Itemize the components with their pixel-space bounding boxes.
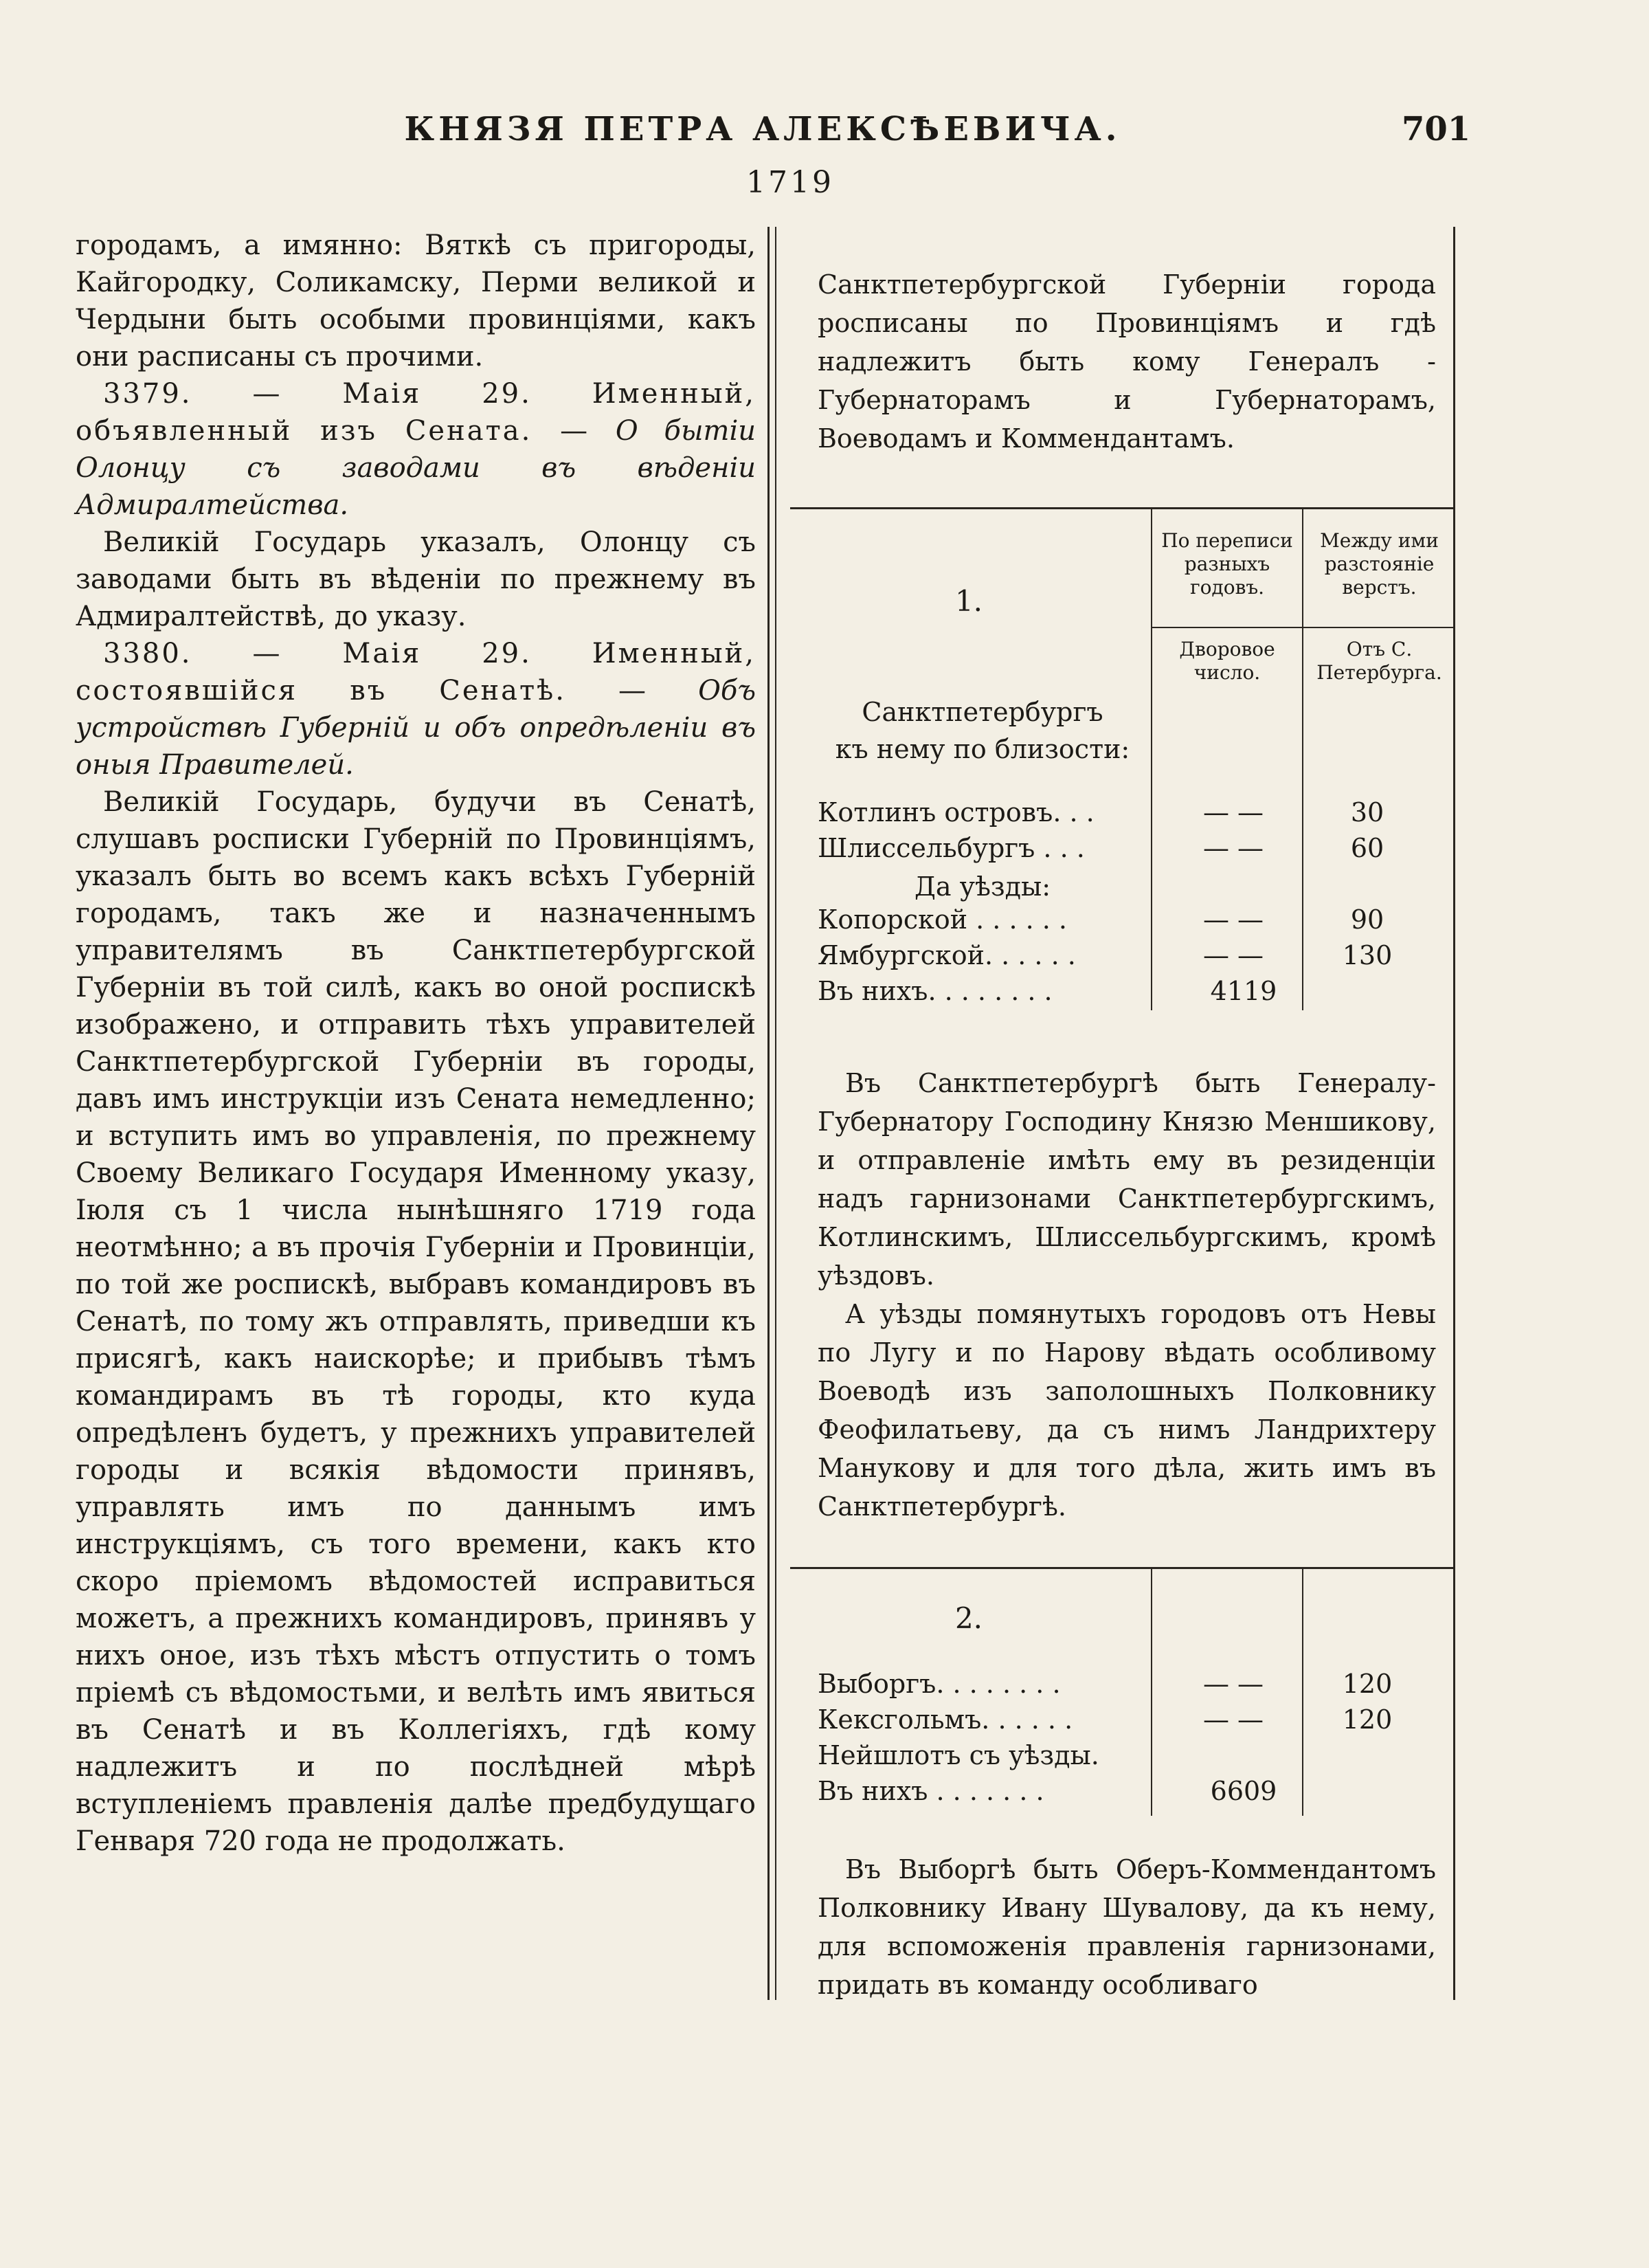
total-value: 6609 — [1210, 1776, 1277, 1806]
census-value: — — — [1202, 1669, 1264, 1699]
table-1-head-rule — [1152, 627, 1453, 628]
frame-right-border — [1453, 227, 1455, 2000]
place-name: Копорской . . . . . . — [818, 904, 1068, 935]
governor-text: Въ Санктпетербургѣ быть Генералу-Губернатору Господину Князю Меншикову, и отправленіе имѣть ему въ резиденціи надъ гарнизонами Санктпетербургскимъ, Котлинскимъ, Шлиссельбургскимъ, кромѣ уѣздовъ. — [818, 1068, 1436, 1291]
col-sub-from-spb: Отъ С. Петербурга. — [1316, 638, 1442, 684]
column-divider-inner — [775, 227, 776, 2000]
total-label: Въ нихъ . . . . . . . — [818, 1776, 1044, 1806]
census-value: — — — [1202, 940, 1264, 970]
column-divider — [767, 227, 770, 2000]
entry-3379-body: Великій Государь указалъ, Олонцу съ заводами быть въ вѣденіи по прежнему въ Адмиралтействѣ, до указу. — [76, 526, 756, 632]
table-2-top-rule — [790, 1567, 1453, 1569]
col-sub-households: Дворовое число. — [1179, 638, 1275, 684]
place-name: Кексгольмъ. . . . . . — [818, 1704, 1073, 1735]
distance-value: 120 — [1342, 1669, 1393, 1699]
table-1-heading: Санктпетербургъ — [862, 697, 1103, 727]
vyborg-text: Въ Выборгѣ быть Оберъ-Коммендантомъ Полковнику Ивану Шувалову, да къ нему, для вспоможенія правленія гарнизонами, придать въ команду особливаго — [818, 1854, 1436, 2000]
col-head-census: По переписи разныхъ годовъ. — [1161, 529, 1293, 599]
voevoda-text: А уѣзды помянутыхъ городовъ отъ Невы по Лугу и по Нарову вѣдать особливому Воеводѣ изъ заполошныхъ Полковнику Феофилатьеву, да съ нимъ Ландрихтеру Манукову и для того дѣла, жить имъ въ Санктпетербургѣ. — [818, 1299, 1436, 1522]
entry-3379-title: О бытіи Олонцу съ заводами въ вѣденіи Адмиралтейства. — [76, 415, 756, 521]
census-value: — — — [1202, 833, 1264, 863]
total-value: 4119 — [1210, 976, 1277, 1006]
table-1-subheading: къ нему по близости: — [835, 734, 1130, 764]
place-name: Ямбургской. . . . . . — [818, 940, 1076, 970]
census-value: — — — [1202, 797, 1264, 827]
table-row — [818, 904, 1436, 940]
table-row — [818, 833, 1436, 869]
running-head: КНЯЗЯ ПЕТРА АЛЕКСѢЕВИЧА. — [404, 110, 1121, 148]
distance-value: 90 — [1350, 904, 1384, 935]
entry-3380-title: Объ устройствѣ Губерній и объ опредѣленіи въ оныя Правителей. — [76, 675, 756, 781]
table-row — [818, 1669, 1436, 1704]
entry-3380-body: Великій Государь, будучи въ Сенатѣ, слушавъ росписки Губерній по Провинціямъ, указалъ быть во всемъ какъ всѣхъ Губерній городамъ, такъ же и назначеннымъ управителямъ въ Санктпетербургской Губерніи въ той силѣ, какъ во оной роспискѣ изображено, и отправить тѣхъ управителей Санктпетербургской Губерніи въ городы, давъ имъ инструкціи изъ Сената немедленно; и вступить имъ во управленія, по прежнему Своему Великаго Государя Именному указу, Іюля съ 1 числа нынѣшняго 1719 года неотмѣнно; а въ прочія Губерніи и Провинціи, по той же роспискѣ, выбравъ командировъ въ Сенатѣ, по тому жъ отправлять, приведши къ присягѣ, какъ наискорѣе; и прибывъ тѣмъ командирамъ въ тѣ городы, кто куда опредѣленъ будетъ, у прежнихъ управителей городы и всякія вѣдомости принявъ, управлять имъ по даннымъ имъ инструкціямъ, съ того времени, какъ кто скоро пріемомъ вѣдомостей исправиться можетъ, а прежнихъ командировъ, принявъ у нихъ оное, изъ тѣхъ мѣстъ отпустить о томъ пріемѣ съ вѣдомостьми, и велѣть имъ явиться въ Сенатѣ и въ Коллегіяхъ, гдѣ кому надлежитъ и по послѣдней мѣрѣ вступленіемъ правленія далѣе предбудущаго Генваря 720 года не продолжать. — [76, 786, 756, 1857]
census-value: — — — [1202, 1704, 1264, 1735]
distance-value: 120 — [1342, 1704, 1393, 1735]
table-row — [818, 940, 1436, 976]
place-name: Котлинъ островъ. . . — [818, 797, 1095, 827]
table-2-number: 2. — [954, 1601, 983, 1635]
governor-paragraph — [818, 1064, 1436, 1526]
distance-value: 60 — [1350, 833, 1384, 863]
total-label: Въ нихъ. . . . . . . . — [818, 976, 1053, 1006]
left-column — [76, 227, 756, 1860]
entry-3379 — [76, 375, 756, 524]
table-total-row — [818, 1776, 1436, 1812]
page-number: 701 — [1402, 110, 1471, 148]
uezdy-heading: Да уѣзды: — [914, 871, 1051, 902]
census-value: — — — [1202, 904, 1264, 935]
entry-3379-header: 3379. — Маія 29. Именный, объявленный изъ Сената. — — [76, 378, 756, 447]
table-1-number: 1. — [954, 584, 983, 618]
left-paragraph-1: городамъ, а имянно: Вяткѣ съ пригороды, Кайгородку, Соликамску, Перми великой и Чердыни быть особыми провинціями, какъ они расписаны съ прочими. — [76, 230, 756, 373]
place-name: Выборгъ. . . . . . . . — [818, 1669, 1061, 1699]
place-name: Шлиссельбургъ . . . — [818, 833, 1085, 863]
table-row — [818, 1740, 1436, 1776]
vyborg-paragraph — [818, 1850, 1436, 2004]
register-intro: Санктпетербургской Губерніи города росписаны по Провинціямъ и гдѣ надлежитъ быть кому Генералъ - Губернаторамъ и Губернаторамъ, Воеводамъ и Коммендантамъ. — [818, 269, 1436, 454]
table-1-top-rule — [790, 507, 1453, 509]
year-heading: 1719 — [746, 165, 834, 200]
table-row — [818, 797, 1436, 833]
place-name: Нейшлотъ съ уѣзды. — [818, 1740, 1099, 1770]
entry-3380 — [76, 635, 756, 783]
distance-value: 130 — [1342, 940, 1393, 970]
table-row — [818, 1704, 1436, 1740]
table-total-row — [818, 976, 1436, 1012]
distance-value: 30 — [1350, 797, 1384, 827]
col-head-distance: Между ими разстояніе верстъ. — [1320, 529, 1439, 599]
entry-3380-header: 3380. — Маія 29. Именный, состоявшійся въ Сенатѣ. — — [76, 638, 756, 707]
